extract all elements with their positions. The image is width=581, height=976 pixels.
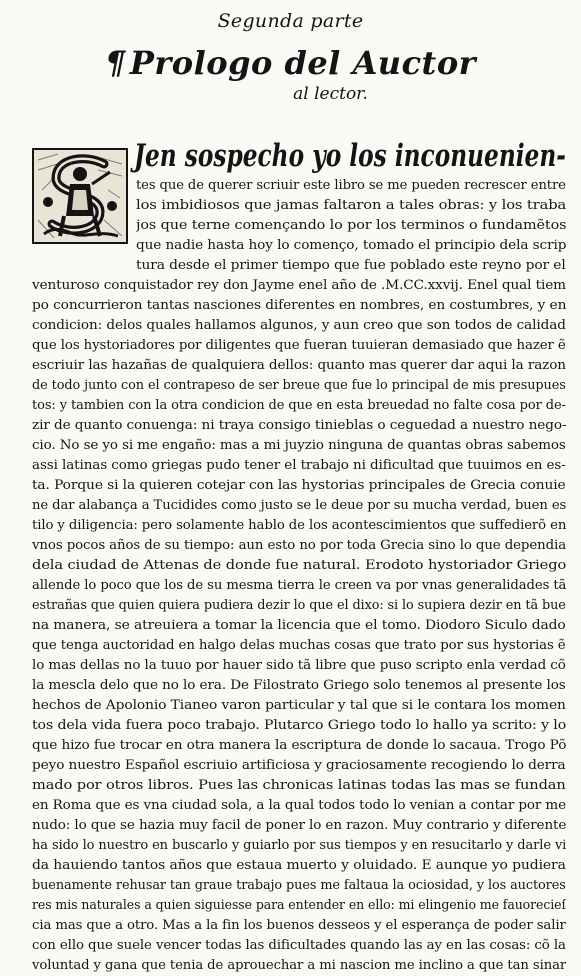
prologue-title: [0, 44, 581, 82]
text-line: [32, 296, 566, 316]
text-line: [136, 216, 566, 236]
text-line: [32, 876, 566, 896]
text-line-content: que los hystoriadores por diligentes que fueran tuuieran demasiado que hazer ẽ: [32, 338, 566, 353]
text-line-content: en Roma que es vna ciudad sola, a la qual todos todo lo venian a contar por me: [32, 798, 566, 813]
text-line: [32, 696, 566, 716]
text-line-content: los imbidiosos que jamas faltaron a tales obras: y los traba: [136, 198, 566, 213]
text-line-content: escriuir las hazañas de qualquiera dellos: quanto mas querer dar aqui la razon: [32, 358, 566, 373]
text-line: [32, 856, 566, 876]
prologue-subtitle: al lector.: [293, 84, 368, 104]
text-line: [136, 176, 566, 196]
text-line-content: estrañas que quien quiera pudiera dezir lo que el dixo: si lo supiera dezir en tã bue: [32, 598, 566, 613]
text-line-content: voluntad y gana que tenia de aprouechar a mi nascion me inclino a que tan sinar: [32, 958, 566, 973]
text-line-content: cia mas que a otro. Mas a la fin los buenos desseos y el esperança de poder salir: [32, 918, 566, 933]
text-line-content: de todo junto con el contrapeso de ser breue que fue lo principal de mis presupues: [32, 378, 566, 393]
text-line-content: tos dela vida fuera poco trabajo. Plutarco Griego todo lo hallo ya scrito: y lo: [32, 718, 566, 733]
pilcrow-mark: ¶: [104, 44, 126, 82]
text-line-content: tes que de querer scriuir este libro se me pueden recrescer entre: [136, 178, 566, 193]
text-line: [32, 336, 566, 356]
text-line-content: tos: y tambien con la otra condicion de que en esta breuedad no falte cosa por de-: [32, 398, 566, 413]
text-line-content: lo mas dellas no la tuuo por hauer sido tã libre que puso scripto enla verdad cõ: [32, 658, 566, 673]
text-line: [32, 756, 566, 776]
text-line-content: dela ciudad de Attenas de donde fue natural. Erodoto hystoriador Griego: [32, 558, 566, 573]
text-line: [32, 916, 566, 936]
text-line: [32, 476, 566, 496]
text-line-content: po concurrieron tantas nasciones diferentes en nombres, en costumbres, y en: [32, 298, 566, 313]
text-line: [32, 276, 566, 296]
text-line-content: con ello que suele vencer todas las dificultades quando las ay en las cosas: cõ la: [32, 938, 566, 953]
text-line-content: que hizo fue trocar en otra manera la escriptura de donde lo sacaua. Trogo Põ: [32, 738, 566, 753]
text-line: [32, 516, 566, 536]
text-line: [32, 676, 566, 696]
text-line-content: venturoso conquistador rey don Jayme enel año de .M.CC.xxvij. Enel qual tiem: [32, 278, 566, 293]
text-line-content: condicion: delos quales hallamos algunos, y aun creo que son todos de calidad: [32, 318, 566, 333]
text-line-content: buenamente rehusar tan graue trabajo pues me faltaua la ociosidad, y los auctores: [32, 878, 566, 893]
text-line-content: res mis naturales a quien siguiesse para entender en ello: mi elingenio me fauorecieſ: [32, 898, 566, 913]
text-line: [32, 316, 566, 336]
text-line: [32, 896, 566, 916]
text-line: [32, 936, 566, 956]
text-line: [32, 576, 566, 596]
text-line-content: da hauiendo tantos años que estaua muerto y oluidado. E aunque yo pudiera: [32, 858, 566, 873]
text-line: [32, 716, 566, 736]
text-line: [32, 356, 566, 376]
text-line: [32, 416, 566, 436]
text-line-content: hechos de Apolonio Tianeo varon particular y tal que si le contara los momen: [32, 698, 566, 713]
text-line: [136, 196, 566, 216]
woodcut-initial-s-icon: [32, 148, 128, 244]
opening-line: Jen sospecho yo los inconuenien-: [134, 138, 566, 174]
text-line-content: ne dar alabança a Tucidides como justo se le deue por su mucha verdad, buen es: [32, 498, 566, 513]
text-line: [32, 816, 566, 836]
text-line-content: vnos pocos años de su tiempo: aun esto no por toda Grecia sino lo que dependia: [32, 538, 566, 553]
text-line-content: tilo y diligencia: pero solamente hablo de los acontescimientos que suffedierõ en: [32, 518, 566, 533]
text-line: [136, 256, 566, 276]
text-line-content: que nadie hasta hoy lo començo, tomado el principio dela scrip: [136, 238, 566, 253]
text-line-content: peyo nuestro Español escriuio artificiosa y graciosamente recogiendo lo derra: [32, 758, 566, 773]
text-line-content: que tenga auctoridad en halgo delas muchas cosas que trato por sus hystorias ẽ: [32, 638, 566, 653]
text-line-content: cio. No se yo si me engaño: mas a mi juyzio ninguna de quantas obras sabemos: [32, 438, 566, 453]
text-line: [32, 556, 566, 576]
text-line: [32, 496, 566, 516]
section-heading: Segunda parte: [217, 10, 364, 32]
text-line-content: ha sido lo nuestro en buscarlo y guiarlo por sus tiempos y en resucitarlo y darle vi: [32, 838, 566, 853]
text-line: [32, 396, 566, 416]
text-line-content: assi latinas como griegas pudo tener el trabajo ni dificultad que tuuimos en es-: [32, 458, 566, 473]
text-line: [32, 596, 566, 616]
text-line: [32, 636, 566, 656]
text-line-content: allende lo poco que los de su mesma tierra le creen va por vnas generalidades tã: [32, 578, 566, 593]
text-line: [32, 776, 566, 796]
text-line-content: nudo: lo que se hazia muy facil de poner lo en razon. Muy contrario y diferente: [32, 818, 566, 833]
text-line-content: jos que terne començando lo por los terminos o fundamẽtos: [136, 218, 566, 233]
text-line: [32, 436, 566, 456]
prologue-title-text: Prologo del Auctor: [129, 44, 477, 82]
text-line-content: zir de quanto conuenga: ni traya consigo tinieblas o ceguedad a nuestro nego-: [32, 418, 566, 433]
text-line-content: ta. Porque si la quieren cotejar con las hystorias principales de Grecia conuie: [32, 478, 566, 493]
text-line: [32, 616, 566, 636]
text-line-content: mado por otros libros. Pues las chronicas latinas todas las mas se fundan: [32, 778, 566, 793]
text-line: [32, 376, 566, 396]
text-line: [136, 236, 566, 256]
text-line-content: na manera, se atreuiera a tomar la licencia que el tomo. Diodoro Siculo dado: [32, 618, 566, 633]
text-line: [32, 736, 566, 756]
text-line-content: la mescla delo que no lo era. De Filostrato Griego solo tenemos al presente los: [32, 678, 566, 693]
text-line: [32, 656, 566, 676]
text-line-content: tura desde el primer tiempo que fue poblado este reyno por el: [136, 258, 566, 273]
text-line: [32, 536, 566, 556]
text-line: [32, 796, 566, 816]
text-line: [32, 956, 566, 976]
text-line: [32, 456, 566, 476]
text-line: [32, 836, 566, 856]
